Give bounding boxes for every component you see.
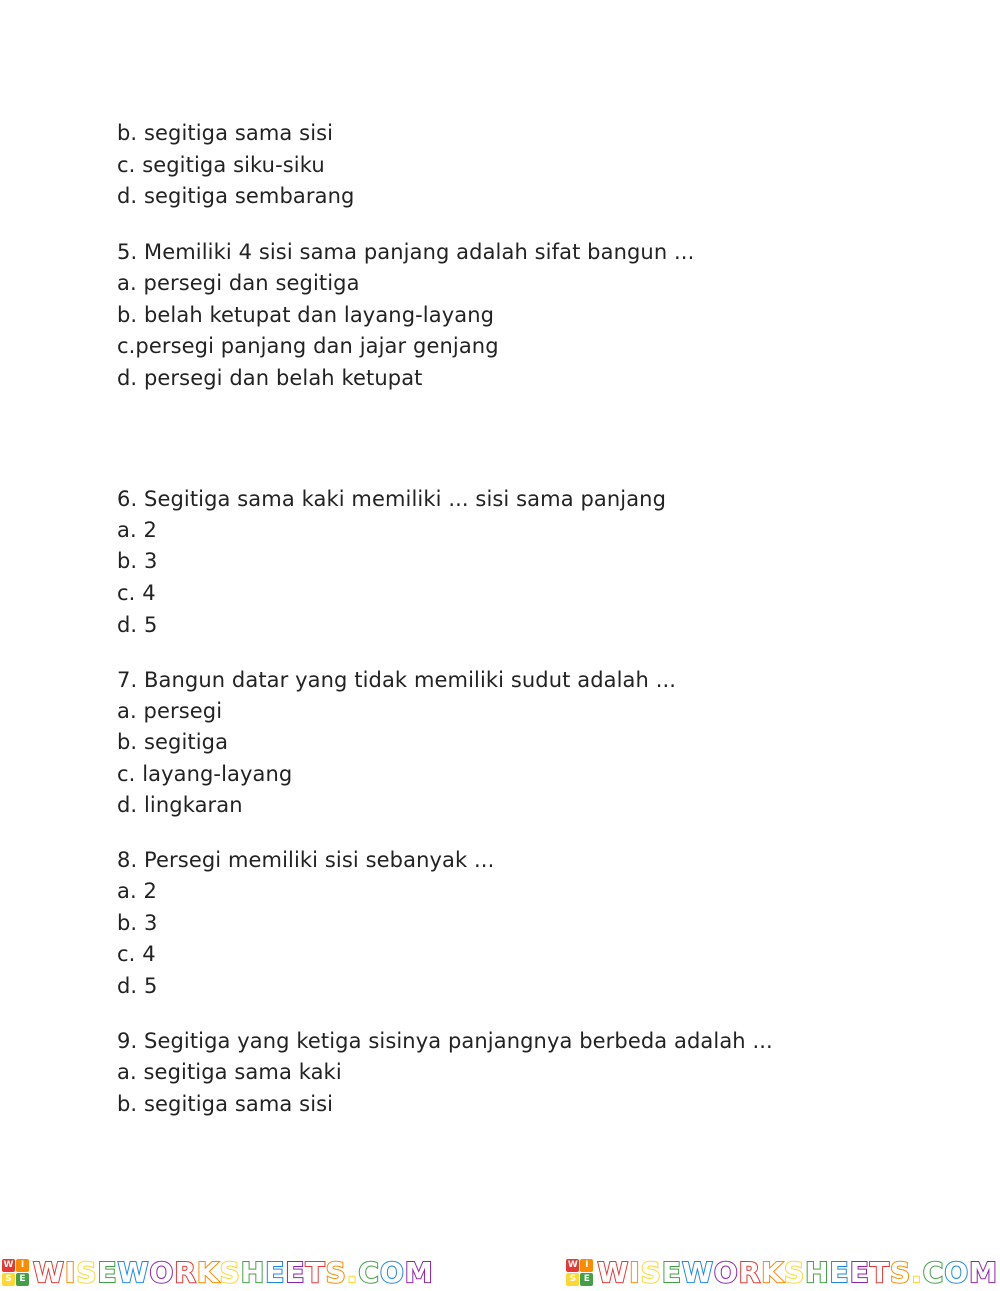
watermark-letter: I: [64, 1256, 77, 1289]
watermark-letter: H: [805, 1256, 830, 1289]
watermark-letter: S: [889, 1256, 912, 1289]
q8-question: 8. Persegi memiliki sisi sebanyak ...: [117, 848, 495, 872]
watermark-letter: S: [640, 1256, 662, 1289]
watermark-letter: T: [305, 1256, 326, 1289]
q5-option-c: c.persegi panjang dan jajar genjang: [117, 334, 499, 358]
watermark-letter: E: [849, 1256, 870, 1289]
watermark-logo-icon: [566, 1259, 593, 1286]
watermark-letter: E: [285, 1256, 306, 1289]
logo-tile: E: [580, 1273, 593, 1286]
q5-question: 5. Memiliki 4 sisi sama panjang adalah sifat bangun ...: [117, 240, 695, 264]
q6-option-c: c. 4: [117, 581, 156, 605]
q7-question: 7. Bangun datar yang tidak memiliki sudut adalah ...: [117, 668, 677, 692]
watermark-letter: O: [379, 1256, 405, 1289]
watermark-bar: [0, 1254, 1000, 1291]
watermark-letter: O: [713, 1256, 739, 1289]
q8-option-c: c. 4: [117, 942, 156, 966]
watermark-letter: W: [117, 1256, 150, 1289]
logo-tile: E: [16, 1273, 29, 1286]
q6-option-b: b. 3: [117, 549, 158, 573]
q5-option-a: a. persegi dan segitiga: [117, 271, 360, 295]
q8-option-a: a. 2: [117, 879, 157, 903]
logo-tile: I: [16, 1259, 29, 1272]
watermark-letter: K: [761, 1256, 784, 1289]
watermark-letter: .: [911, 1256, 923, 1289]
watermark-text: [597, 1256, 998, 1289]
logo-tile: I: [580, 1259, 593, 1272]
logo-tile: W: [567, 1260, 578, 1270]
watermark-letter: E: [661, 1256, 682, 1289]
watermark-right: [566, 1256, 998, 1289]
q6-question: 6. Segitiga sama kaki memiliki ... sisi sama panjang: [117, 487, 667, 511]
q7-option-c: c. layang-layang: [117, 762, 293, 786]
watermark-letter: W: [33, 1256, 65, 1289]
q5-option-b: b. belah ketupat dan layang-layang: [117, 303, 495, 327]
q5-option-d: d. persegi dan belah ketupat: [117, 366, 423, 390]
watermark-letter: W: [681, 1256, 714, 1289]
watermark-letter: E: [265, 1256, 286, 1289]
watermark-text: [33, 1256, 434, 1289]
watermark-letter: S: [783, 1256, 806, 1289]
watermark-letter: K: [196, 1256, 220, 1289]
q7-option-b: b. segitiga: [117, 730, 229, 754]
watermark-left: [2, 1256, 434, 1289]
q9-question: 9. Segitiga yang ketiga sisinya panjangnya berbeda adalah ...: [117, 1029, 773, 1053]
q7-option-a: a. persegi: [117, 699, 223, 723]
watermark-letter: H: [240, 1256, 266, 1289]
q9-option-b: b. segitiga sama sisi: [117, 1092, 334, 1116]
watermark-letter: C: [358, 1256, 380, 1289]
q6-option-a: a. 2: [117, 518, 157, 542]
watermark-letter: S: [219, 1256, 241, 1289]
watermark-logo-icon: [2, 1259, 29, 1286]
watermark-letter: M: [969, 1256, 998, 1289]
watermark-letter: R: [738, 1256, 762, 1289]
q8-option-b: b. 3: [117, 911, 158, 935]
watermark-letter: O: [944, 1256, 970, 1289]
logo-tile: W: [3, 1260, 14, 1270]
watermark-letter: E: [97, 1256, 118, 1289]
watermark-letter: M: [404, 1256, 434, 1289]
q6-option-d: d. 5: [117, 613, 158, 637]
q4-option-d: d. segitiga sembarang: [117, 184, 355, 208]
watermark-letter: R: [174, 1256, 197, 1289]
q9-option-a: a. segitiga sama kaki: [117, 1060, 342, 1084]
watermark-letter: T: [869, 1256, 890, 1289]
watermark-letter: O: [149, 1256, 175, 1289]
logo-tile: S: [566, 1273, 579, 1286]
q4-option-b: b. segitiga sama sisi: [117, 121, 334, 145]
watermark-letter: S: [325, 1256, 347, 1289]
watermark-letter: I: [629, 1256, 641, 1289]
watermark-letter: S: [76, 1256, 98, 1289]
q4-option-c: c. segitiga siku-siku: [117, 153, 325, 177]
watermark-letter: .: [346, 1256, 359, 1289]
q7-option-d: d. lingkaran: [117, 793, 243, 817]
logo-tile: S: [2, 1273, 15, 1286]
q8-option-d: d. 5: [117, 974, 158, 998]
watermark-letter: W: [597, 1256, 630, 1289]
watermark-letter: C: [922, 1256, 945, 1289]
watermark-letter: E: [829, 1256, 850, 1289]
